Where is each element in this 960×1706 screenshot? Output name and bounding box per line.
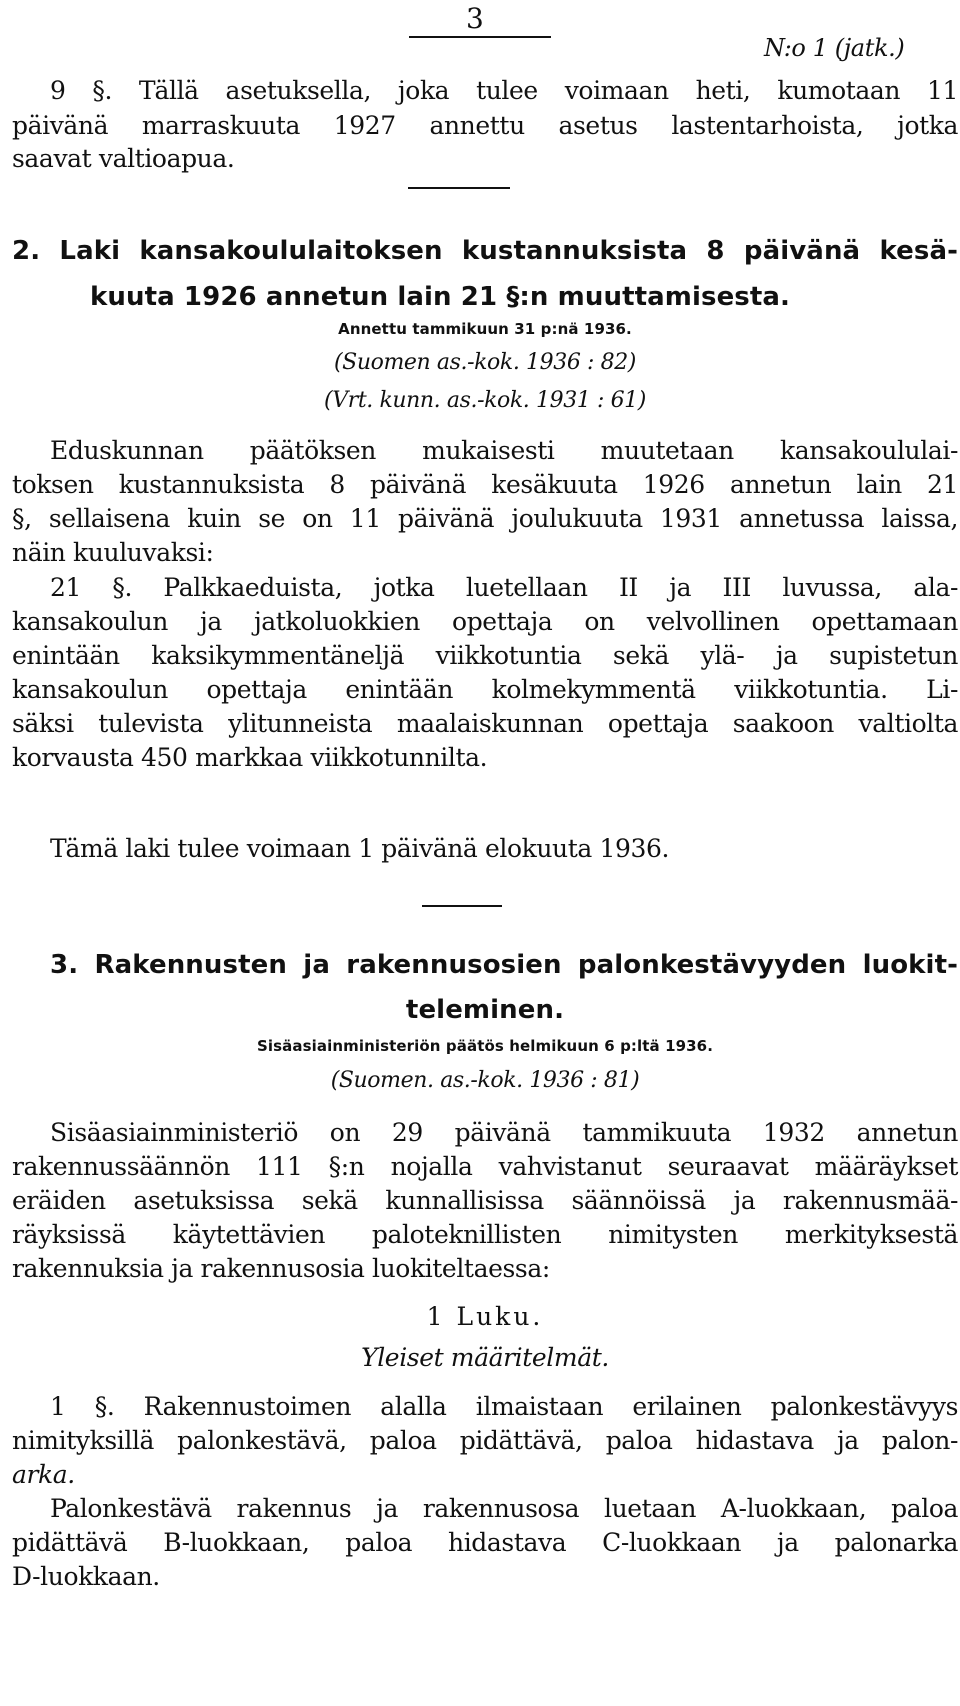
section2-title-line-1: 2. Laki kansakoululaitoksen kustannuksista 8 päivänä kesä-: [12, 236, 958, 266]
para21-line-2: kansakoulun ja jatkoluokkien opettaja on velvollinen opettamaan: [12, 607, 958, 636]
para1-line-1: 1 §. Rakennustoimen alalla ilmaistaan erilainen palonkestävyys: [50, 1392, 958, 1421]
section3-date: Sisäasiainministeriön päätös helmikuun 6 p:ltä 1936.: [256, 1037, 714, 1055]
section2-intro-line-4: näin kuuluvaksi:: [12, 538, 214, 567]
section-divider-1: [408, 187, 510, 189]
para21-line-4: kansakoulun opettaja enintään kolmekymmentä viikkotuntia. Li-: [12, 675, 958, 704]
section3-title-line-2: teleminen.: [405, 995, 565, 1025]
para9-line-3: saavat valtioapua.: [12, 144, 235, 173]
para9-line-1: 9 §. Tällä asetuksella, joka tulee voimaan heti, kumotaan 11: [50, 76, 958, 105]
section3-intro-line-1: Sisäasiainministeriö on 29 päivänä tammikuuta 1932 annetun: [50, 1118, 958, 1147]
series-label: N:o 1 (jatk.): [764, 34, 905, 62]
para21-line-6: korvausta 450 markkaa viikkotunnilta.: [12, 743, 488, 772]
chapter-subtitle: Yleiset määritelmät.: [361, 1343, 609, 1372]
section2-ref-2: (Vrt. kunn. as.-kok. 1931 : 61): [324, 388, 646, 413]
section2-ref-1: (Suomen as.-kok. 1936 : 82): [333, 350, 636, 375]
document-page: [12, 0, 958, 1706]
para9-line-2: päivänä marraskuuta 1927 annettu asetus lastentarhoista, jotka: [12, 111, 958, 140]
para21-line-3: enintään kaksikymmentäneljä viikkotuntia sekä ylä- ja supistetun: [12, 641, 958, 670]
para1-line-3: arka.: [12, 1460, 75, 1489]
section3-intro-line-2: rakennussäännön 111 §:n nojalla vahvistanut seuraavat määräykset: [12, 1152, 958, 1181]
section2-intro-line-2: toksen kustannuksista 8 päivänä kesäkuuta 1926 annetun lain 21: [12, 470, 958, 499]
section2-title-line-2: kuuta 1926 annetun lain 21 §:n muuttamisesta.: [90, 282, 791, 312]
section2-in-force: Tämä laki tulee voimaan 1 päivänä elokuuta 1936.: [50, 834, 670, 863]
section3-title-line-1: 3. Rakennusten ja rakennusosien palonkestävyyden luokit-: [50, 950, 958, 980]
para2-line-2: pidättävä B-luokkaan, paloa hidastava C-luokkaan ja palonarka: [12, 1528, 958, 1557]
para2-line-3: D-luokkaan.: [12, 1562, 160, 1591]
section-divider-2: [422, 905, 502, 907]
para2-line-1: Palonkestävä rakennus ja rakennusosa luetaan A-luokkaan, paloa: [50, 1494, 958, 1523]
para21-line-1: 21 §. Palkkaeduista, jotka luetellaan II ja III luvussa, ala-: [50, 573, 958, 602]
section3-intro-line-5: rakennuksia ja rakennusosia luokiteltaessa:: [12, 1254, 550, 1283]
page-number: 3: [466, 2, 484, 35]
section3-intro-line-4: räyksissä käytettävien paloteknillisten nimitysten merkityksestä: [12, 1220, 958, 1249]
section2-intro-line-1: Eduskunnan päätöksen mukaisesti muutetaan kansakoululai-: [50, 436, 958, 465]
section2-intro-line-3: §, sellaisena kuin se on 11 päivänä joulukuuta 1931 annetussa laissa,: [12, 504, 958, 533]
section3-ref: (Suomen. as.-kok. 1936 : 81): [330, 1068, 640, 1093]
chapter-heading: 1 Luku.: [426, 1302, 544, 1331]
section2-date: Annettu tammikuun 31 p:nä 1936.: [338, 320, 632, 338]
header-rule: [409, 36, 551, 38]
section3-intro-line-3: eräiden asetuksissa sekä kunnallisissa säännöissä ja rakennusmää-: [12, 1186, 958, 1215]
para1-line-2: nimityksillä palonkestävä, paloa pidättävä, paloa hidastava ja palon-: [12, 1426, 958, 1455]
para21-line-5: säksi tulevista ylitunneista maalaiskunnan opettaja saakoon valtiolta: [12, 709, 958, 738]
